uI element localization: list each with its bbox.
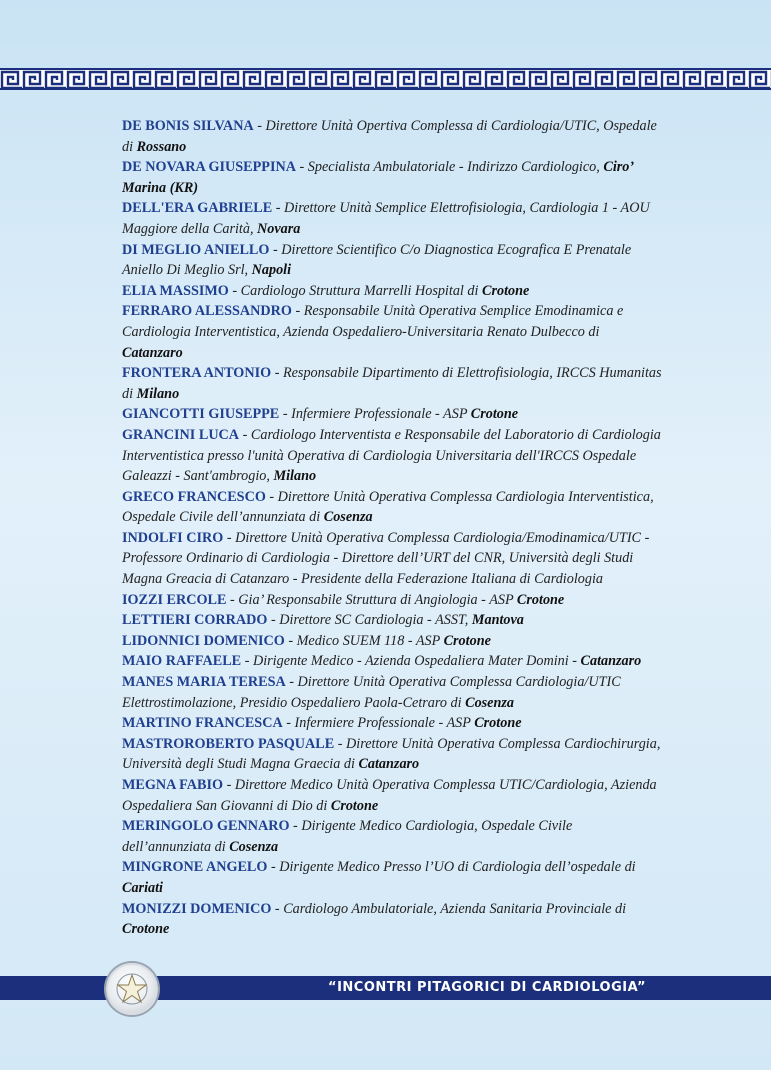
speaker-role: - Direttore Unità Operativa Complessa Cardiologia Interventistica, Ospedale Civile dell’annunziata di [122, 488, 654, 526]
speaker-role: - Responsabile Dipartimento di Elettrofisiologia, IRCCS Humanitas di [122, 365, 662, 402]
speaker-city: Catanzaro [358, 756, 420, 773]
speaker-city: Crotone [474, 715, 522, 732]
speaker-name: MARTINO FRANCESCA [122, 715, 283, 732]
speaker-entry [122, 487, 662, 528]
speaker-entry [122, 610, 662, 631]
speaker-role: - Dirigente Medico Cardiologia, Ospedale Civile dell’annunziata di [122, 818, 573, 855]
speaker-city: Catanzaro [580, 653, 642, 670]
speaker-role: - Specialista Ambulatoriale - Indirizzo Cardiologico, [295, 159, 604, 176]
speaker-entry [122, 301, 662, 363]
speaker-name: LETTIERI CORRADO [122, 612, 268, 629]
speaker-city: Crotone [516, 591, 565, 608]
speaker-name: GRANCINI LUCA [122, 426, 240, 443]
pythagorean-star-medallion-icon [106, 963, 158, 1015]
speaker-entry [122, 899, 662, 940]
speaker-name: MINGRONE ANGELO [122, 859, 268, 876]
speaker-role: - Direttore Medico Unità Operativa Complessa UTIC/Cardiologia, Azienda Ospedaliera San Giovanni di Dio di [122, 777, 657, 814]
speaker-role: - Infermiere Professionale - ASP [279, 406, 471, 423]
speaker-city: Novara [257, 220, 301, 237]
speaker-city: Crotone [443, 632, 491, 649]
speaker-entry [122, 816, 662, 857]
speaker-role: - Cardiologo Interventista e Responsabile del Laboratorio di Cardiologia Interventistica presso l'unità Operativa di Cardiologia Universitaria dell'IRCCS Ospedale Galeazzi - Sant'ambrogio, [122, 426, 661, 485]
speaker-role: - Medico SUEM 118 - ASP [284, 632, 444, 649]
speaker-city: Crotone [482, 282, 530, 299]
speaker-name: FERRARO ALESSANDRO [122, 303, 292, 320]
speaker-name: MONIZZI DOMENICO [122, 900, 272, 917]
speaker-city: Ciro’ Marina (KR) [122, 159, 634, 196]
speaker-entry [122, 713, 662, 734]
speaker-role: - Direttore Unità Operativa Complessa Cardiochirurgia, Università degli Studi Magna Graecia di [122, 735, 661, 773]
speaker-name: INDOLFI CIRO [122, 529, 224, 546]
speaker-name: FRONTERA ANTONIO [122, 365, 272, 382]
speaker-city: Catanzaro [122, 344, 183, 361]
speaker-name: MASTROROBERTO PASQUALE [122, 735, 335, 752]
speaker-name: DE NOVARA GIUSEPPINA [122, 159, 296, 176]
speaker-name: IOZZI ERCOLE [122, 591, 227, 608]
speaker-entry [122, 651, 662, 672]
speaker-name: ELIA MASSIMO [122, 282, 229, 299]
speaker-role: - Direttore SC Cardiologia - ASST, [267, 612, 472, 629]
speaker-city: Cosenza [323, 509, 373, 526]
speaker-entry [122, 775, 662, 816]
speaker-entry [122, 857, 662, 898]
speaker-entry [122, 198, 662, 239]
speaker-entry [122, 631, 662, 652]
speaker-name: LIDONNICI DOMENICO [122, 632, 285, 649]
speaker-city: Napoli [251, 262, 292, 279]
speaker-entry [122, 363, 662, 404]
speaker-entry [122, 528, 662, 590]
speaker-role: - Direttore Unità Operativa Complessa Cardiologia/UTIC Elettrostimolazione, Presidio Ospedaliero Paola-Cetraro di [122, 674, 621, 711]
speaker-role: - Responsabile Unità Operativa Semplice Emodinamica e Cardiologia Interventistica, Azienda Ospedaliero-Universitaria Renato Dulbecco di [122, 303, 624, 340]
speaker-name: MANES MARIA TERESA [122, 674, 286, 691]
speaker-name: DE BONIS SILVANA [122, 118, 254, 134]
speaker-name: GIANCOTTI GIUSEPPE [122, 406, 280, 423]
speaker-entry [122, 404, 662, 425]
speaker-entry [122, 590, 662, 611]
speaker-role: - Dirigente Medico - Azienda Ospedaliera Mater Domini - [241, 653, 581, 670]
speaker-city: Cariati [122, 879, 163, 896]
speaker-city: Crotone [330, 797, 379, 814]
speaker-name: DI MEGLIO ANIELLO [122, 241, 270, 258]
speaker-entry [122, 116, 662, 157]
speaker-city: Crotone [122, 921, 170, 938]
speaker-city: Mantova [471, 612, 524, 629]
speaker-entry [122, 240, 662, 281]
footer-title: “INCONTRI PITAGORICI DI CARDIOLOGIA” [328, 980, 646, 995]
speaker-role: - Direttore Unità Operativa Complessa Cardiologia/Emodinamica/UTIC - Professore Ordinario di Cardiologia - Direttore dell’URT del CNR, Università degli Studi Magna Greacia di Catanzaro - Presidente della Federazione Italiana di Cardiologia [122, 529, 650, 588]
speaker-role: - Gia’ Responsabile Struttura di Angiologia - ASP [226, 591, 517, 608]
speaker-role: - Direttore Scientifico C/o Diagnostica Ecografica E Prenatale Aniello Di Meglio Srl, [122, 241, 632, 279]
speaker-entry [122, 425, 662, 487]
speaker-name: MAIO RAFFAELE [122, 653, 242, 670]
speaker-city: Cosenza [465, 694, 514, 711]
speaker-entry [122, 672, 662, 713]
speaker-entry [122, 734, 662, 775]
speaker-role: - Infermiere Professionale - ASP [282, 715, 475, 732]
speaker-entry [122, 157, 662, 198]
speaker-name: DELL'ERA GABRIELE [122, 200, 273, 217]
speaker-role: - Cardiologo Struttura Marrelli Hospital di [228, 282, 482, 299]
speaker-role: - Cardiologo Ambulatoriale, Azienda Sanitaria Provinciale di [271, 900, 627, 917]
speaker-name: GRECO FRANCESCO [122, 488, 266, 505]
speaker-city: Milano [273, 468, 317, 485]
speaker-city: Crotone [470, 406, 519, 423]
greek-key-border [0, 68, 771, 90]
speaker-list [122, 116, 662, 940]
speaker-city: Milano [136, 385, 180, 402]
speaker-city: Cosenza [229, 838, 279, 855]
speaker-role: - Direttore Unità Opertiva Complessa di Cardiologia/UTIC, Ospedale di [122, 118, 657, 155]
speaker-role: - Direttore Unità Semplice Elettrofisiologia, Cardiologia 1 - AOU Maggiore della Carità, [122, 200, 650, 237]
speaker-entry [122, 281, 662, 302]
speaker-name: MERINGOLO GENNARO [122, 818, 290, 835]
greek-key-icon [0, 68, 771, 90]
speaker-city: Rossano [136, 138, 187, 155]
speaker-name: MEGNA FABIO [122, 777, 224, 793]
speaker-role: - Dirigente Medico Presso l’UO di Cardiologia dell’ospedale di [267, 859, 636, 876]
